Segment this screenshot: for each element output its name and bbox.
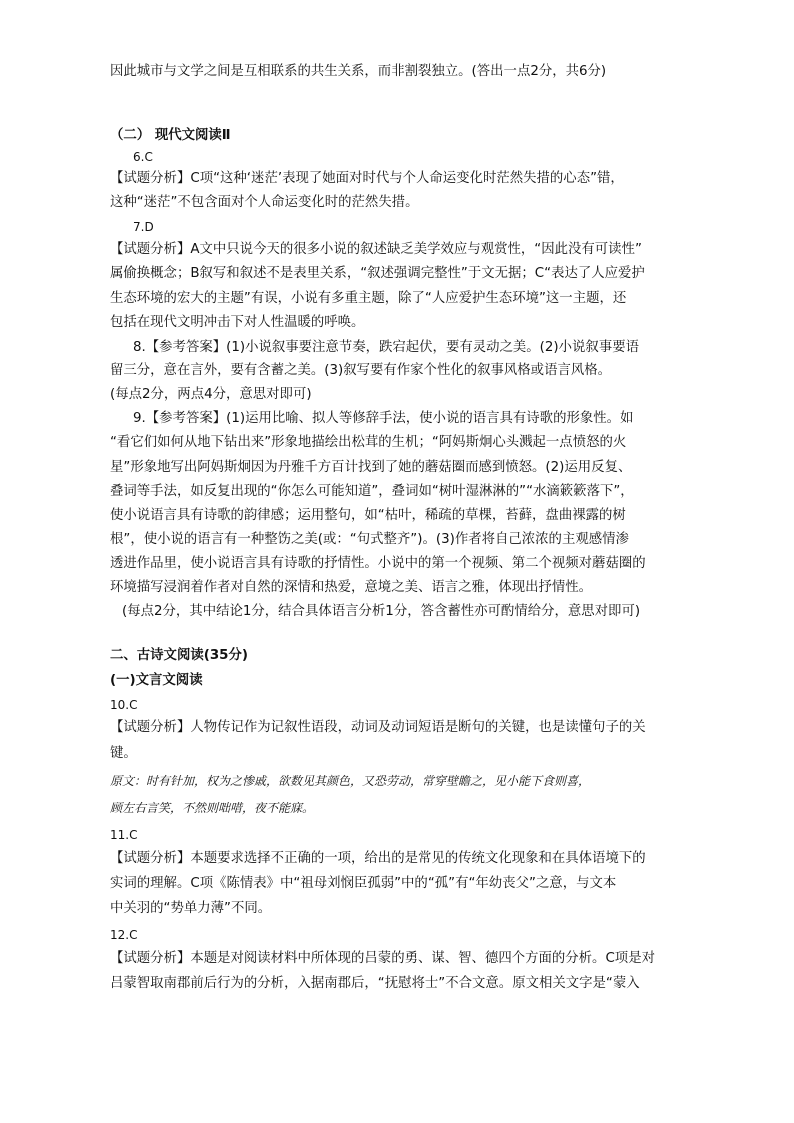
- text-line: 透进作品里，使小说语言具有诗歌的抒情性。小说中的第一个视频、第二个视频对蘑菇圈的: [110, 556, 646, 571]
- text-line: 吕蒙智取南郡前后行为的分析，入据南郡后，“抚慰将士”不合文意。原文相关文字是“蒙入: [110, 976, 640, 991]
- section-heading: （二） 现代文阅读Ⅱ: [110, 128, 231, 143]
- answer-number: 6.C: [133, 150, 153, 164]
- answer-number: 12.C: [110, 928, 138, 942]
- text-line: “看它们如何从地下钻出来”形象地描绘出松茸的生机；“阿妈斯炯心头溅起一点愤怒的火: [110, 435, 627, 450]
- answer-number: 10.C: [110, 698, 138, 712]
- text-line: 叠词等手法，如反复出现的“你怎么可能知道”，叠词如“树叶湿淋淋的”“水滴簌簌落下”，: [110, 484, 634, 499]
- text-line: 环境描写浸润着作者对自然的深情和热爱，意境之美、语言之雅，体现出抒情性。: [110, 580, 593, 595]
- text-line: 根”，使小说的语言有一种整饬之美(或：“句式整齐”)。(3)作者将自己浓浓的主观感情渗: [110, 532, 629, 547]
- text-line: 【试题分析】本题要求选择不正确的一项，给出的是常见的传统文化现象和在具体语境下的: [110, 851, 646, 866]
- text-line: 8.【参考答案】(1)小说叙事要注意节奏，跌宕起伏，要有灵动之美。(2)小说叙事要语: [133, 340, 639, 355]
- text-line: 留三分，意在言外，要有含蓄之美。(3)叙写要有作家个性化的叙事风格或语言风格。: [110, 363, 612, 378]
- text-line: 实词的理解。C项《陈情表》中“祖母刘悯臣孤弱”中的“孤”有“年幼丧父”之意，与文本: [110, 876, 617, 891]
- answer-number: 11.C: [110, 828, 138, 842]
- text-line: 【试题分析】A文中只说今天的很多小说的叙述缺乏美学效应与观赏性，“因此没有可读性”: [110, 242, 642, 257]
- text-line: 属偷换概念；B叙写和叙述不是表里关系，“叙述强调完整性”于文无据；C“表达了人应爱护: [110, 266, 645, 281]
- text-line: 中关羽的“势单力薄”不同。: [110, 901, 272, 916]
- text-line: (每点2分，两点4分，意思对即可): [110, 387, 312, 402]
- text-line: (每点2分，其中结论1分，结合具体语言分析1分，答含蓄性亦可酌情给分，意思对即可): [122, 604, 641, 619]
- original-text: 顾左右言笑，不然则咄唶，夜不能寐。: [110, 801, 315, 815]
- text-line: 9.【参考答案】(1)运用比喻、拟人等修辞手法，使小说的语言具有诗歌的形象性。如: [133, 411, 634, 426]
- text-line: 键。: [110, 746, 137, 761]
- text-line: 生态环境的宏大的主题”有误，小说有多重主题，除了“人应爱护生态环境”这一主题，还: [110, 291, 627, 306]
- answer-number: 7.D: [133, 220, 154, 234]
- text-line: 【试题分析】人物传记作为记叙性语段，动词及动词短语是断句的关键，也是读懂句子的关: [110, 720, 646, 735]
- text-line: 星”形象地写出阿妈斯炯因为丹雅千方百计找到了她的蘑菇圈而感到愤怒。(2)运用反复、: [110, 460, 632, 475]
- text-line: 包括在现代文明冲击下对人性温暖的呼唤。: [110, 315, 365, 330]
- text-line: 因此城市与文学之间是互相联系的共生关系，而非割裂独立。(答出一点2分，共6分): [110, 64, 607, 79]
- text-line: 【试题分析】本题是对阅读材料中所体现的吕蒙的勇、谋、智、德四个方面的分析。C项是对: [110, 951, 655, 966]
- text-line: 【试题分析】C项“这种‘迷茫’表现了她面对时代与个人命运变化时茫然失措的心态”错，: [110, 171, 624, 186]
- original-text: 原文：时有针加，权为之惨戚，欲数见其颜色，又恐劳动，常穿壁瞻之，见小能下食则喜，: [110, 774, 591, 788]
- subsection-heading: (一)文言文阅读: [110, 673, 203, 688]
- text-line: 使小说语言具有诗歌的韵律感；运用整句，如“枯叶，稀疏的草棵，苔藓，盘曲裸露的树: [110, 508, 626, 523]
- section-heading: 二、古诗文阅读(35分): [110, 648, 248, 663]
- text-line: 这种“迷茫”不包含面对个人命运变化时的茫然失措。: [110, 195, 419, 210]
